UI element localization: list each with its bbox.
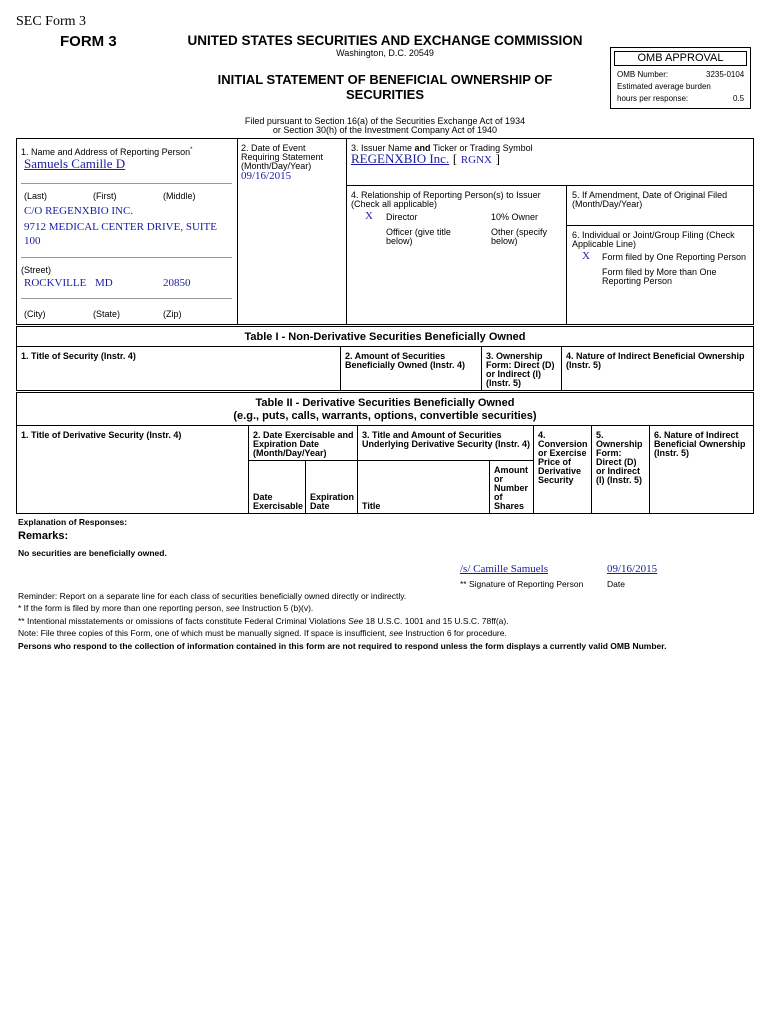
address-line-2: 9712 MEDICAL CENTER DRIVE, SUITE [24,221,217,233]
first-label: (First) [93,191,117,201]
middle-label: (Middle) [163,191,196,201]
table-1-title: Table I - Non-Derivative Securities Beneficially Owned [244,331,526,343]
reporting-person-name-link[interactable]: Samuels Camille D [24,156,126,171]
t2-col3b-header-3: Number [494,483,529,493]
table-2-title-1: Table II - Derivative Securities Beneficially Owned [255,397,515,409]
divider [481,346,482,391]
t1-col2-header-1: 2. Amount of Securities [345,351,446,361]
t2-col3b-header-4: of [494,492,503,502]
t2-col6-header-2: Beneficial Ownership [654,439,746,449]
state-label: (State) [93,309,121,319]
omb-number-label: OMB Number: [617,70,669,79]
t2-col5-header-5: or Indirect [596,466,641,476]
signature-label: ** Signature of Reporting Person [460,579,584,589]
divider [533,425,534,514]
filed-pursuant-2: or Section 30(h) of the Investment Company Act of 1940 [272,125,498,135]
divider [305,460,306,514]
t2-col2-header-2: Expiration Date [253,439,320,449]
explanation-label: Explanation of Responses: [18,517,128,527]
filing-label-2: Applicable Line) [572,239,637,249]
issuer-label: 3. Issuer Name and Ticker or Trading Symbol [351,143,533,153]
t2-col3a-header: Title [362,501,381,511]
t1-col3-header-2: Form: Direct (D) [486,360,555,370]
event-date-label-1: 2. Date of Event [241,143,306,153]
divider [561,346,562,391]
divider [340,346,341,391]
divider [21,183,232,184]
address-line-1: C/O REGENXBIO INC. [24,205,134,217]
t2-col3-header-1: 3. Title and Amount of Securities [362,430,502,440]
street-label: (Street) [21,265,52,275]
t2-col4-header-5: Derivative [538,466,582,476]
filing-label-1: 6. Individual or Joint/Group Filing (Check [572,230,735,240]
divider [566,225,754,226]
relationship-label-1: 4. Relationship of Reporting Person(s) to Issuer [351,190,541,200]
statement-title-1: INITIAL STATEMENT OF BENEFICIAL OWNERSHIP OF [217,72,553,87]
t2-col1-header: 1. Title of Derivative Security (Instr. 4) [21,430,182,440]
form-label: FORM 3 [60,33,117,50]
divider [357,425,358,514]
divider [16,425,754,426]
t1-col4-header-1: 4. Nature of Indirect Beneficial Ownership [566,351,745,361]
t2-col3-header-2: Underlying Derivative Security (Instr. 4) [362,439,531,449]
amendment-label-1: 5. If Amendment, Date of Original Filed [572,190,728,200]
filed-pursuant-1: Filed pursuant to Section 16(a) of the Securities Exchange Act of 1934 [244,116,526,126]
t2-col5-header-2: Ownership [596,439,643,449]
one-person-label: Form filed by One Reporting Person [602,252,747,262]
table-2-title-2: (e.g., puts, calls, warrants, options, convertible securities) [233,410,537,422]
t2-col3b-header-2: or [494,474,503,484]
t2-col5-header-3: Form: [596,448,622,458]
footer-note-2: ** Intentional misstatements or omissions of facts constitute Federal Criminal Violations See 18 U.S.C. 1001 and 15 U.S.C. 78ff(a). [18,616,509,626]
document-title: SEC Form 3 [16,14,87,29]
more-persons-label-1: Form filed by More than One [602,267,717,277]
divider [21,257,232,258]
address-line-3: 100 [24,235,41,247]
footer-note-1: * If the form is filed by more than one reporting person, see Instruction 5 (b)(v). [18,603,314,613]
officer-label-2: below) [386,236,413,246]
officer-label-1: Officer (give title [386,227,451,237]
omb-hours-label: hours per response: [617,94,689,103]
footer-omb-notice: Persons who respond to the collection of information contained in this form are not required to respond unless the form displays a currently valid OMB Number. [18,641,667,651]
signature-date: 09/16/2015 [607,563,658,575]
divider [489,460,490,514]
director-check-mark: X [365,210,373,222]
other-label-1: Other (specify [491,227,548,237]
signature-value: /s/ Camille Samuels [460,563,548,575]
divider [248,425,249,514]
t2-col4-header-6: Security [538,475,574,485]
ten-percent-owner-label: 10% Owner [491,212,539,222]
t2-col5-header-1: 5. [596,430,604,440]
t2-col2-header-3: (Month/Day/Year) [253,448,327,458]
divider [248,460,533,461]
agency-city: Washington, D.C. 20549 [336,48,434,58]
divider [591,425,592,514]
divider [21,298,232,299]
one-person-check-mark: X [582,250,590,262]
statement-title-2: SECURITIES [345,87,424,102]
t2-col2a-header-2: Exercisable [253,501,304,511]
t1-col3-header-1: 3. Ownership [486,351,543,361]
t1-col3-header-4: (Instr. 5) [486,378,522,388]
t2-col2b-header-1: Expiration [310,492,355,502]
zip-label: (Zip) [163,309,182,319]
city-label: (City) [24,309,46,319]
omb-burden-label: Estimated average burden [617,82,711,91]
divider [566,185,567,325]
t1-col3-header-3: or Indirect (I) [486,369,542,379]
t2-col4-header-4: Price of [538,457,572,467]
remarks-text: No securities are beneficially owned. [18,548,167,558]
divider [346,138,347,325]
t2-col2a-header-1: Date [253,492,273,502]
other-label-2: below) [491,236,518,246]
t2-col2-header-1: 2. Date Exercisable and [253,430,354,440]
divider [346,185,754,186]
agency-name: UNITED STATES SECURITIES AND EXCHANGE COMMISSION [187,33,583,48]
zip-value: 20850 [163,277,191,289]
omb-hours-value: 0.5 [733,94,745,103]
divider [649,425,650,514]
t2-col5-header-6: (I) (Instr. 5) [596,475,643,485]
event-date-label-2: Requiring Statement [241,152,324,162]
last-label: (Last) [24,191,48,201]
t2-col3b-header-1: Amount [494,465,528,475]
amendment-label-2: (Month/Day/Year) [572,199,643,209]
omb-title: OMB APPROVAL [614,51,747,66]
t2-col6-header-3: (Instr. 5) [654,448,690,458]
remarks-label: Remarks: [18,530,69,542]
t2-col4-header-3: or Exercise [538,448,587,458]
footer-note-3: Note: File three copies of this Form, one of which must be manually signed. If space is insufficient, see Instruction 6 for procedure. [18,628,507,638]
more-persons-label-2: Reporting Person [602,276,673,286]
omb-number-value: 3235-0104 [706,70,745,79]
signature-date-label: Date [607,579,625,589]
city-value: ROCKVILLE [24,277,87,289]
state-value: MD [95,277,113,289]
relationship-label-2: (Check all applicable) [351,199,438,209]
t2-col3b-header-5: Shares [494,501,525,511]
issuer-name-link[interactable]: REGENXBIO Inc. [351,151,450,166]
reporting-person-label: 1. Name and Address of Reporting Person* [21,147,193,157]
t2-col2b-header-2: Date [310,501,330,511]
t1-col1-header: 1. Title of Security (Instr. 4) [21,351,136,361]
divider [237,138,238,325]
issuer-line: REGENXBIO Inc. [ RGNX ] [351,151,500,166]
t2-col5-header-4: Direct (D) [596,457,637,467]
t1-col2-header-2: Beneficially Owned (Instr. 4) [345,360,466,370]
ticker-symbol: RGNX [460,154,492,166]
director-label: Director [386,212,418,222]
event-date-value: 09/16/2015 [241,170,292,182]
t2-col4-header-1: 4. [538,430,546,440]
event-date-label-3: (Month/Day/Year) [241,161,312,171]
footer-reminder: Reminder: Report on a separate line for each class of securities beneficially owned directly or indirectly. [18,591,407,601]
t2-col6-header-1: 6. Nature of Indirect [654,430,739,440]
t2-col4-header-2: Conversion [538,439,588,449]
divider [16,346,754,347]
t1-col4-header-2: (Instr. 5) [566,360,602,370]
